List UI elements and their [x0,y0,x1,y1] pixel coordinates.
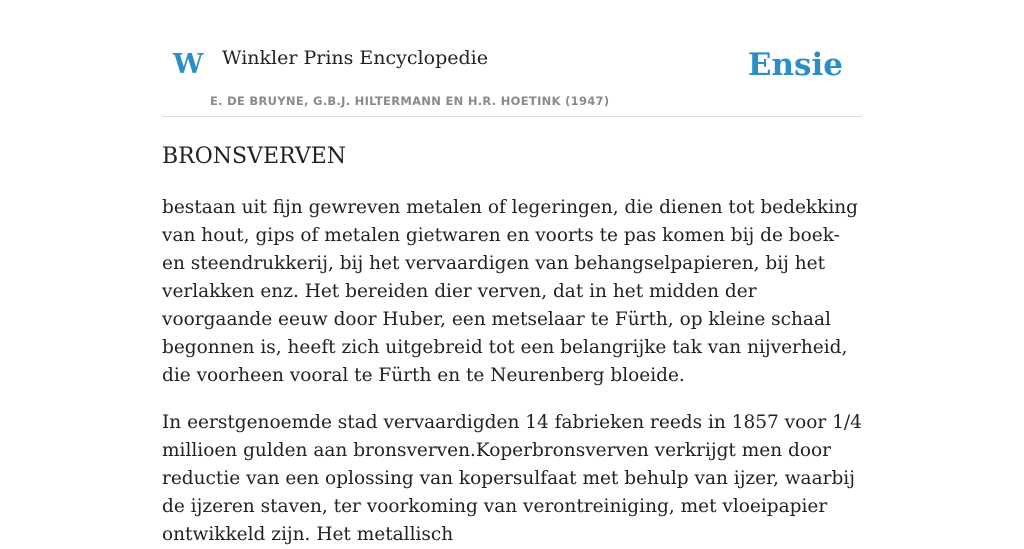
authors-line: E. DE BRUYNE, G.B.J. HILTERMANN EN H.R. HOETINK (1947) [210,94,610,108]
page [162,0,862,549]
article-paragraph: In eerstgenoemde stad vervaardigden 14 fabrieken reeds in 1857 voor 1/4 millioen gulden aan bronsverven.Koperbronsverven verkrijgt men door reductie van een oplossing van kopersulfaat met behulp van ijzer, waarbij de ijzeren staven, ter voorkoming van verontreiniging, met vloeipapier ontwikkeld zijn. Het metallisch [162,412,862,545]
w-logo-icon[interactable]: W [173,49,204,80]
ensie-brand-link[interactable]: Ensie [747,47,843,83]
article-paragraph: bestaan uit fijn gewreven metalen of legeringen, die dienen tot bedekking van hout, gips of metalen gietwaren en voorts te pas komen bij de boek- en steendrukkerij, bij het vervaardigen van behangselpapieren, bij het verlakken enz. Het bereiden dier verven, dat in het midden der voorgaande eeuw door Huber, een metselaar te Fürth, op kleine schaal begonnen is, heeft zich uitgebreid tot een belangrijke tak van nijverheid, die voorheen vooral te Fürth en te Neurenberg bloeide. [162,197,858,386]
site-header [162,0,862,117]
book-title[interactable]: Winkler Prins Encyclopedie [222,47,488,69]
entry-title: BRONSVERVEN [162,144,347,169]
